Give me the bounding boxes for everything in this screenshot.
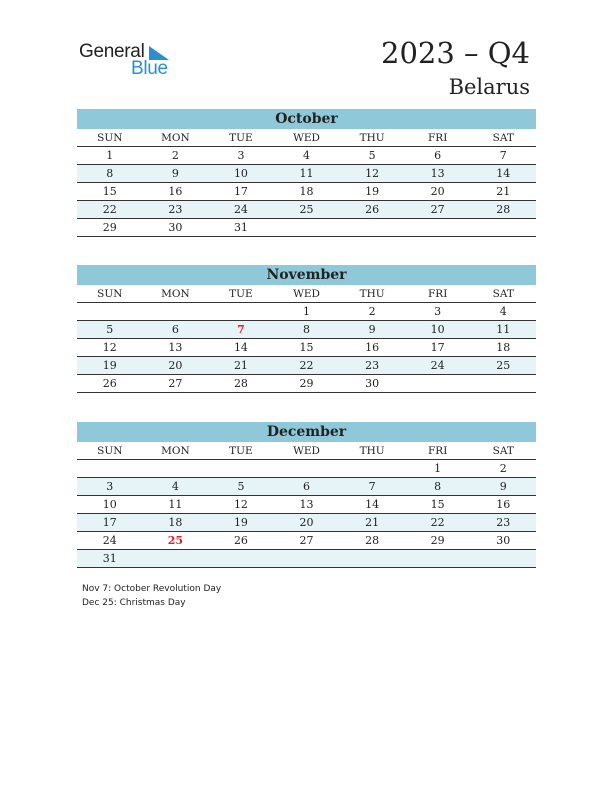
day-cell: 3 xyxy=(434,305,442,318)
day-cell: 6 xyxy=(303,480,311,493)
day-cell: 28 xyxy=(233,377,248,390)
day-cell: 4 xyxy=(499,305,507,318)
weekday-label: TUE xyxy=(229,132,253,144)
weekday-label: WED xyxy=(293,132,320,144)
weekday-label: WED xyxy=(293,288,320,300)
weekday-label: SUN xyxy=(97,132,123,144)
weekday-header-row xyxy=(77,442,536,460)
day-cell: 25 xyxy=(167,534,184,547)
day-cell: 29 xyxy=(299,377,314,390)
weekday-label: FRI xyxy=(428,132,448,144)
day-cell: 4 xyxy=(171,480,179,493)
day-cell: 17 xyxy=(430,341,445,354)
day-cell: 21 xyxy=(365,516,380,529)
day-cell: 30 xyxy=(365,377,380,390)
day-cell: 18 xyxy=(168,516,183,529)
weekday-label: TUE xyxy=(229,288,253,300)
day-cell: 7 xyxy=(368,480,376,493)
day-cell: 17 xyxy=(102,516,117,529)
month-header: October xyxy=(77,109,536,129)
day-cell: 10 xyxy=(430,323,445,336)
day-cell: 22 xyxy=(102,203,117,216)
day-cell: 24 xyxy=(102,534,117,547)
day-cell: 31 xyxy=(233,221,248,234)
week-row xyxy=(77,219,536,237)
day-cell: 6 xyxy=(171,323,179,336)
day-cell: 13 xyxy=(168,341,183,354)
weekday-label: FRI xyxy=(428,445,448,457)
week-row xyxy=(77,165,536,183)
month-calendar-october xyxy=(77,109,536,237)
day-cell: 18 xyxy=(299,185,314,198)
empty-day-cell xyxy=(143,550,209,567)
day-cell: 24 xyxy=(233,203,248,216)
weekday-label: THU xyxy=(359,445,385,457)
day-cell: 26 xyxy=(365,203,380,216)
empty-day-cell xyxy=(77,460,143,477)
weekday-label: MON xyxy=(161,132,190,144)
logo-text-blue: Blue xyxy=(131,58,168,79)
day-cell: 15 xyxy=(102,185,117,198)
day-cell: 27 xyxy=(299,534,314,547)
weekday-label: TUE xyxy=(229,445,253,457)
day-cell: 17 xyxy=(233,185,248,198)
month-header: November xyxy=(77,265,536,285)
day-cell: 10 xyxy=(102,498,117,511)
day-cell: 29 xyxy=(102,221,117,234)
weekday-label: SUN xyxy=(97,445,123,457)
day-cell: 27 xyxy=(430,203,445,216)
week-row xyxy=(77,357,536,375)
empty-day-cell xyxy=(143,460,209,477)
day-cell: 8 xyxy=(303,323,311,336)
weekday-label: WED xyxy=(293,445,320,457)
week-row xyxy=(77,321,536,339)
week-row xyxy=(77,339,536,357)
day-cell: 10 xyxy=(233,167,248,180)
weekday-label: SAT xyxy=(492,445,514,457)
week-row xyxy=(77,201,536,219)
day-cell: 7 xyxy=(499,149,507,162)
empty-day-cell xyxy=(405,550,471,567)
month-calendar-november xyxy=(77,265,536,393)
day-cell: 15 xyxy=(299,341,314,354)
day-cell: 26 xyxy=(233,534,248,547)
day-cell: 3 xyxy=(106,480,114,493)
day-cell: 11 xyxy=(299,167,314,180)
day-cell: 21 xyxy=(233,359,248,372)
day-cell: 4 xyxy=(303,149,311,162)
empty-day-cell xyxy=(339,550,405,567)
day-cell: 13 xyxy=(299,498,314,511)
day-cell: 8 xyxy=(106,167,114,180)
week-row xyxy=(77,183,536,201)
empty-day-cell xyxy=(274,550,340,567)
day-cell: 9 xyxy=(499,480,507,493)
day-cell: 16 xyxy=(365,341,380,354)
day-cell: 25 xyxy=(496,359,511,372)
empty-day-cell xyxy=(274,219,340,236)
day-cell: 21 xyxy=(496,185,511,198)
country-name: Belarus xyxy=(448,75,530,99)
day-cell: 14 xyxy=(365,498,380,511)
day-cell: 24 xyxy=(430,359,445,372)
day-cell: 19 xyxy=(365,185,380,198)
day-cell: 14 xyxy=(496,167,511,180)
empty-day-cell xyxy=(470,375,536,392)
day-cell: 12 xyxy=(102,341,117,354)
day-cell: 8 xyxy=(434,480,442,493)
day-cell: 7 xyxy=(237,323,245,336)
week-row xyxy=(77,460,536,478)
day-cell: 23 xyxy=(496,516,511,529)
day-cell: 2 xyxy=(499,462,507,475)
weekday-header-row xyxy=(77,129,536,147)
generalblue-logo xyxy=(79,40,179,80)
holiday-notes xyxy=(82,582,221,610)
weekday-label: MON xyxy=(161,445,190,457)
day-cell: 25 xyxy=(299,203,314,216)
weekday-label: MON xyxy=(161,288,190,300)
weekday-label: SAT xyxy=(492,288,514,300)
day-cell: 2 xyxy=(368,305,376,318)
weekday-label: FRI xyxy=(428,288,448,300)
day-cell: 19 xyxy=(102,359,117,372)
day-cell: 23 xyxy=(365,359,380,372)
day-cell: 30 xyxy=(168,221,183,234)
day-cell: 5 xyxy=(237,480,245,493)
logo-text-general: General xyxy=(79,41,145,62)
week-row xyxy=(77,514,536,532)
day-cell: 30 xyxy=(496,534,511,547)
empty-day-cell xyxy=(274,460,340,477)
page-title: 2023 – Q4 xyxy=(381,36,530,70)
day-cell: 12 xyxy=(233,498,248,511)
empty-day-cell xyxy=(405,375,471,392)
empty-day-cell xyxy=(339,460,405,477)
day-cell: 1 xyxy=(106,149,114,162)
day-cell: 11 xyxy=(496,323,511,336)
day-cell: 12 xyxy=(365,167,380,180)
week-row xyxy=(77,532,536,550)
month-header: December xyxy=(77,422,536,442)
day-cell: 11 xyxy=(168,498,183,511)
day-cell: 16 xyxy=(496,498,511,511)
day-cell: 31 xyxy=(102,552,117,565)
day-cell: 28 xyxy=(365,534,380,547)
day-cell: 22 xyxy=(299,359,314,372)
month-calendar-december xyxy=(77,422,536,568)
day-cell: 18 xyxy=(496,341,511,354)
day-cell: 5 xyxy=(368,149,376,162)
day-cell: 26 xyxy=(102,377,117,390)
day-cell: 9 xyxy=(368,323,376,336)
holiday-note: Nov 7: October Revolution Day xyxy=(82,584,222,594)
week-row xyxy=(77,303,536,321)
weekday-label: THU xyxy=(359,288,385,300)
day-cell: 23 xyxy=(168,203,183,216)
empty-day-cell xyxy=(405,219,471,236)
week-row xyxy=(77,496,536,514)
day-cell: 20 xyxy=(430,185,445,198)
weekday-label: THU xyxy=(359,132,385,144)
empty-day-cell xyxy=(143,303,209,320)
day-cell: 27 xyxy=(168,377,183,390)
week-row xyxy=(77,375,536,393)
day-cell: 3 xyxy=(237,149,245,162)
day-cell: 1 xyxy=(303,305,311,318)
day-cell: 9 xyxy=(171,167,179,180)
day-cell: 16 xyxy=(168,185,183,198)
day-cell: 5 xyxy=(106,323,114,336)
day-cell: 1 xyxy=(434,462,442,475)
empty-day-cell xyxy=(470,550,536,567)
day-cell: 29 xyxy=(430,534,445,547)
day-cell: 28 xyxy=(496,203,511,216)
day-cell: 22 xyxy=(430,516,445,529)
holiday-note: Dec 25: Christmas Day xyxy=(82,598,186,608)
empty-day-cell xyxy=(77,303,143,320)
day-cell: 20 xyxy=(299,516,314,529)
week-row xyxy=(77,147,536,165)
weekday-label: SUN xyxy=(97,288,123,300)
day-cell: 13 xyxy=(430,167,445,180)
day-cell: 19 xyxy=(233,516,248,529)
weekday-label: SAT xyxy=(492,132,514,144)
empty-day-cell xyxy=(208,303,274,320)
week-row xyxy=(77,550,536,568)
empty-day-cell xyxy=(339,219,405,236)
empty-day-cell xyxy=(208,550,274,567)
week-row xyxy=(77,478,536,496)
day-cell: 6 xyxy=(434,149,442,162)
empty-day-cell xyxy=(470,219,536,236)
empty-day-cell xyxy=(208,460,274,477)
day-cell: 2 xyxy=(171,149,179,162)
day-cell: 20 xyxy=(168,359,183,372)
day-cell: 15 xyxy=(430,498,445,511)
day-cell: 14 xyxy=(233,341,248,354)
weekday-header-row xyxy=(77,285,536,303)
